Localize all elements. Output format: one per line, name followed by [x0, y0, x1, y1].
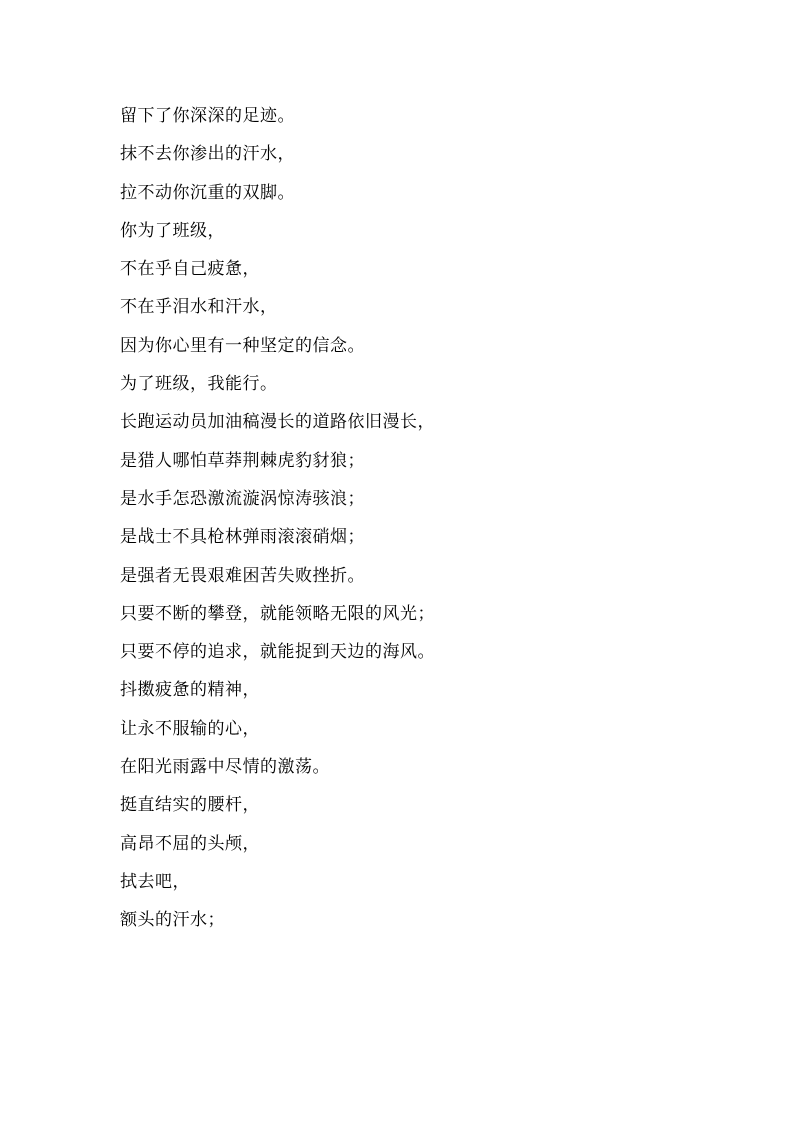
text-line: 是猎人哪怕草莽荆棘虎豹豺狼； [120, 450, 365, 471]
text-line: 是水手怎恐激流漩涡惊涛骇浪； [120, 488, 365, 509]
text-line: 额头的汗水； [120, 910, 225, 931]
text-line: 不在乎泪水和汗水， [120, 297, 278, 318]
text-line: 长跑运动员加油稿漫长的道路依旧漫长， [120, 412, 435, 433]
text-line: 为了班级，我能行。 [120, 374, 278, 395]
text-line: 抖擞疲惫的精神， [120, 680, 260, 701]
text-line: 只要不断的攀登，就能领略无限的风光； [120, 603, 435, 624]
text-line: 挺直结实的腰杆， [120, 795, 260, 816]
text-line: 抹不去你渗出的汗水， [120, 144, 295, 165]
text-line: 你为了班级， [120, 220, 225, 241]
text-line: 在阳光雨露中尽情的激荡。 [120, 757, 330, 778]
text-line: 拭去吧， [120, 871, 190, 892]
text-line: 让永不服输的心， [120, 718, 260, 739]
text-line: 只要不停的追求，就能捉到天边的海风。 [120, 642, 435, 663]
text-line: 因为你心里有一种坚定的信念。 [120, 335, 365, 356]
text-line: 拉不动你沉重的双脚。 [120, 182, 295, 203]
text-line: 不在乎自己疲惫， [120, 259, 260, 280]
text-line: 高昂不屈的头颅， [120, 833, 260, 854]
text-line: 是强者无畏艰难困苦失败挫折。 [120, 565, 365, 586]
text-line: 是战士不具枪林弹雨滚滚硝烟； [120, 527, 365, 548]
text-line: 留下了你深深的足迹。 [120, 106, 295, 126]
poem-text [120, 101, 720, 944]
